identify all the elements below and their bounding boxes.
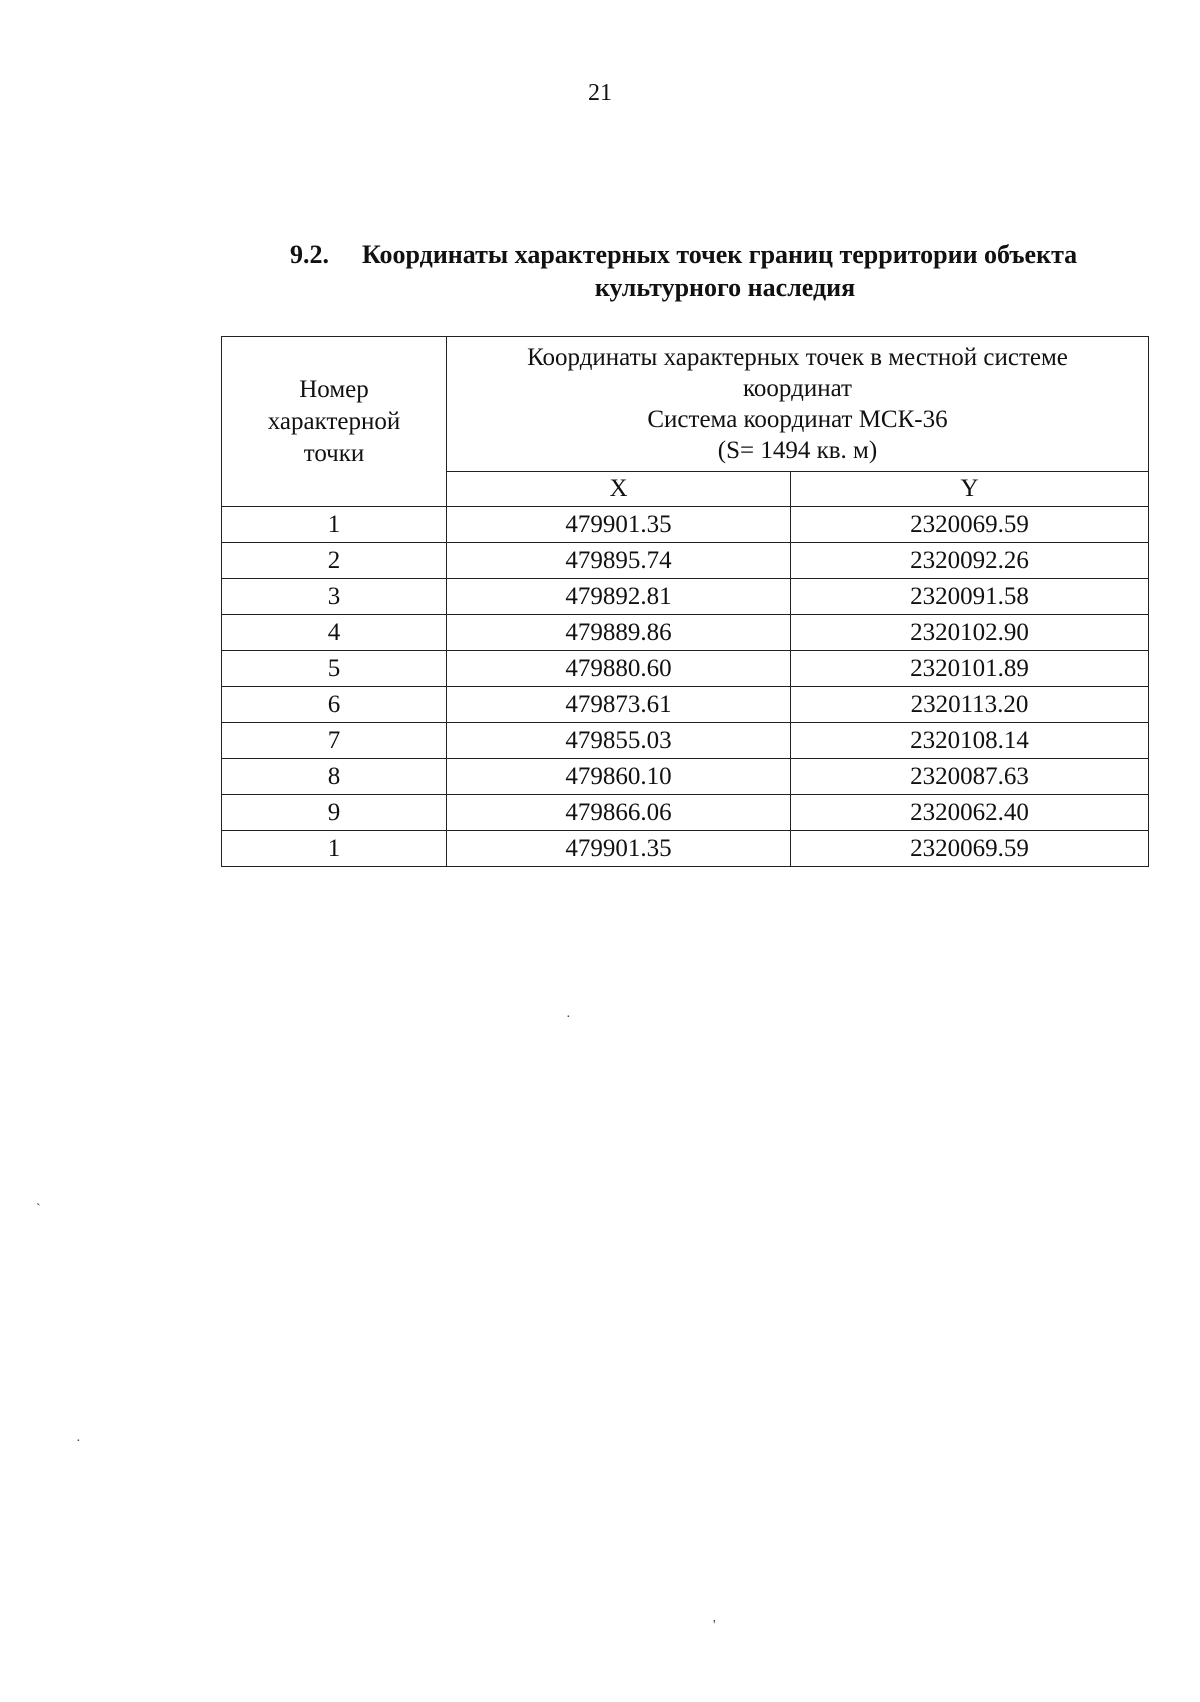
page-number: 21 [588, 80, 612, 106]
y-cell: 2320102.90 [791, 615, 1149, 651]
header-point-number-line: характерной [267, 407, 401, 435]
heading-title: Координаты характерных точек границ территории объекта [362, 240, 1078, 269]
x-cell: 479901.35 [447, 831, 791, 867]
scan-speck: · [76, 1434, 81, 1449]
x-cell: 479889.86 [447, 615, 791, 651]
table-row [222, 687, 1149, 723]
header-point-number-line: Номер [299, 375, 369, 403]
header-coordinates-line: Система координат МСК-36 [647, 406, 948, 433]
y-cell: 2320113.20 [791, 687, 1149, 723]
x-cell: 479892.81 [447, 579, 791, 615]
table-row [222, 723, 1149, 759]
y-cell: 2320101.89 [791, 651, 1149, 687]
x-cell: 479895.74 [447, 543, 791, 579]
coordinates-table [221, 336, 1149, 867]
y-cell: 2320108.14 [791, 723, 1149, 759]
y-cell: 2320062.40 [791, 795, 1149, 831]
x-cell: 479873.61 [447, 687, 791, 723]
header-coordinates [447, 337, 1149, 472]
point-number-cell: 3 [222, 579, 447, 615]
header-point-number-line: точки [303, 439, 365, 467]
header-coordinates-line: координат [743, 375, 852, 402]
x-cell: 479866.06 [447, 795, 791, 831]
point-number-cell: 4 [222, 615, 447, 651]
scan-speck: ' [713, 1618, 716, 1633]
point-number-cell: 9 [222, 795, 447, 831]
table-row [222, 615, 1149, 651]
point-number-cell: 1 [222, 831, 447, 867]
heading-number: 9.2. [290, 240, 329, 269]
table-row [222, 795, 1149, 831]
point-number-cell: 8 [222, 759, 447, 795]
y-cell: 2320087.63 [791, 759, 1149, 795]
x-cell: 479901.35 [447, 507, 791, 543]
section-heading [290, 238, 1170, 304]
point-number-cell: 1 [222, 507, 447, 543]
x-cell: 479880.60 [447, 651, 791, 687]
scan-speck: · [566, 1010, 571, 1025]
table-row [222, 579, 1149, 615]
heading-line-1 [290, 238, 1170, 271]
table-row [222, 543, 1149, 579]
header-coordinates-line: Координаты характерных точек в местной системе [527, 344, 1068, 371]
x-cell: 479855.03 [447, 723, 791, 759]
header-point-number [222, 337, 447, 507]
header-y: Y [791, 472, 1149, 507]
y-cell: 2320092.26 [791, 543, 1149, 579]
table-row [222, 831, 1149, 867]
point-number-cell: 6 [222, 687, 447, 723]
table-row [222, 507, 1149, 543]
header-x: X [447, 472, 791, 507]
scan-speck: ` [36, 1202, 41, 1217]
y-cell: 2320091.58 [791, 579, 1149, 615]
y-cell: 2320069.59 [791, 831, 1149, 867]
point-number-cell: 7 [222, 723, 447, 759]
y-cell: 2320069.59 [791, 507, 1149, 543]
heading-title-continuation: культурного наследия [594, 273, 856, 302]
header-coordinates-line: (S= 1494 кв. м) [717, 437, 878, 464]
point-number-cell: 2 [222, 543, 447, 579]
x-cell: 479860.10 [447, 759, 791, 795]
point-number-cell: 5 [222, 651, 447, 687]
table-row [222, 759, 1149, 795]
table-row [222, 651, 1149, 687]
